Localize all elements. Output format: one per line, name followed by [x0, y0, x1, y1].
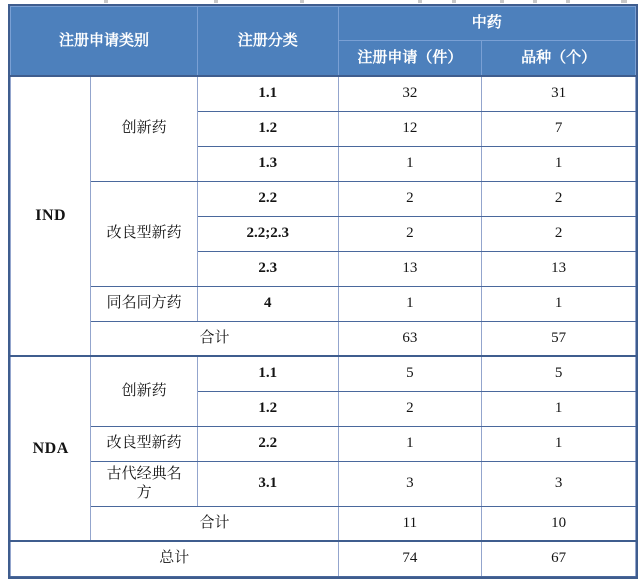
table-row-subtotal	[11, 321, 636, 356]
cell-applications: 3	[338, 461, 482, 506]
header-cell-varieties: 品种（个）	[482, 41, 636, 77]
cell-varieties: 3	[482, 461, 636, 506]
table-row	[11, 356, 636, 391]
cropped-text-artifact	[300, 0, 304, 3]
cell-varieties: 1	[482, 146, 636, 181]
cell-applications: 74	[338, 541, 482, 576]
cell-varieties: 31	[482, 76, 636, 111]
cell-varieties: 1	[482, 286, 636, 321]
table-row	[11, 461, 636, 506]
cell-varieties: 5	[482, 356, 636, 391]
cell-applications: 2	[338, 216, 482, 251]
cropped-text-artifact	[566, 0, 570, 3]
cell-classification: 4	[197, 286, 338, 321]
cell-applications: 2	[338, 391, 482, 426]
cell-classification: 1.2	[197, 111, 338, 146]
cell-section-label-nda: NDA	[11, 356, 91, 541]
cropped-text-artifact	[452, 0, 456, 3]
cell-applications: 13	[338, 251, 482, 286]
cell-varieties: 1	[482, 426, 636, 461]
cell-applications: 1	[338, 286, 482, 321]
cell-total-label: 总计	[11, 541, 339, 576]
table-row-total	[11, 541, 636, 576]
tcm-registration-table	[10, 6, 636, 577]
cropped-text-artifact	[214, 0, 218, 3]
table-row	[11, 426, 636, 461]
cell-subtotal-label: 合计	[91, 506, 338, 541]
cell-varieties: 2	[482, 216, 636, 251]
cell-varieties: 57	[482, 321, 636, 356]
cell-classification: 3.1	[197, 461, 338, 506]
table-row	[11, 181, 636, 216]
header-cell-applications: 注册申请（件）	[338, 41, 482, 77]
table-row	[11, 286, 636, 321]
cell-applications: 5	[338, 356, 482, 391]
cell-applications: 32	[338, 76, 482, 111]
cell-classification: 1.1	[197, 76, 338, 111]
cell-classification: 2.2	[197, 181, 338, 216]
cell-applications: 11	[338, 506, 482, 541]
cell-subcategory: 创新药	[91, 356, 198, 426]
cell-varieties: 2	[482, 181, 636, 216]
table-row-subtotal	[11, 506, 636, 541]
cell-classification: 2.2;2.3	[197, 216, 338, 251]
cropped-text-artifact	[533, 0, 537, 3]
cropped-text-artifact	[418, 0, 422, 3]
header-cell-category: 注册申请类别	[11, 7, 198, 77]
cell-varieties: 10	[482, 506, 636, 541]
cell-applications: 1	[338, 426, 482, 461]
cell-section-label-ind: IND	[11, 76, 91, 356]
cropped-text-artifact	[621, 0, 627, 3]
cell-subcategory: 古代经典名方	[91, 461, 198, 506]
cell-varieties: 7	[482, 111, 636, 146]
cropped-text-artifact	[500, 0, 504, 3]
header-cell-tcm-group: 中药	[338, 7, 635, 41]
cell-varieties: 67	[482, 541, 636, 576]
table-header	[11, 7, 636, 77]
cell-subcategory: 改良型新药	[91, 181, 198, 286]
header-cell-classification: 注册分类	[197, 7, 338, 77]
cell-subcategory: 创新药	[91, 76, 198, 181]
cell-applications: 1	[338, 146, 482, 181]
cell-applications: 2	[338, 181, 482, 216]
cell-applications: 12	[338, 111, 482, 146]
table-row	[11, 76, 636, 111]
cell-varieties: 13	[482, 251, 636, 286]
cell-classification: 1.1	[197, 356, 338, 391]
cell-classification: 2.3	[197, 251, 338, 286]
cell-subtotal-label: 合计	[91, 321, 338, 356]
cropped-text-artifact	[104, 0, 108, 3]
cell-subcategory: 改良型新药	[91, 426, 198, 461]
cell-classification: 2.2	[197, 426, 338, 461]
registration-statistics-table	[8, 4, 638, 579]
cell-applications: 63	[338, 321, 482, 356]
cell-classification: 1.2	[197, 391, 338, 426]
cell-varieties: 1	[482, 391, 636, 426]
cell-subcategory: 同名同方药	[91, 286, 198, 321]
cell-classification: 1.3	[197, 146, 338, 181]
